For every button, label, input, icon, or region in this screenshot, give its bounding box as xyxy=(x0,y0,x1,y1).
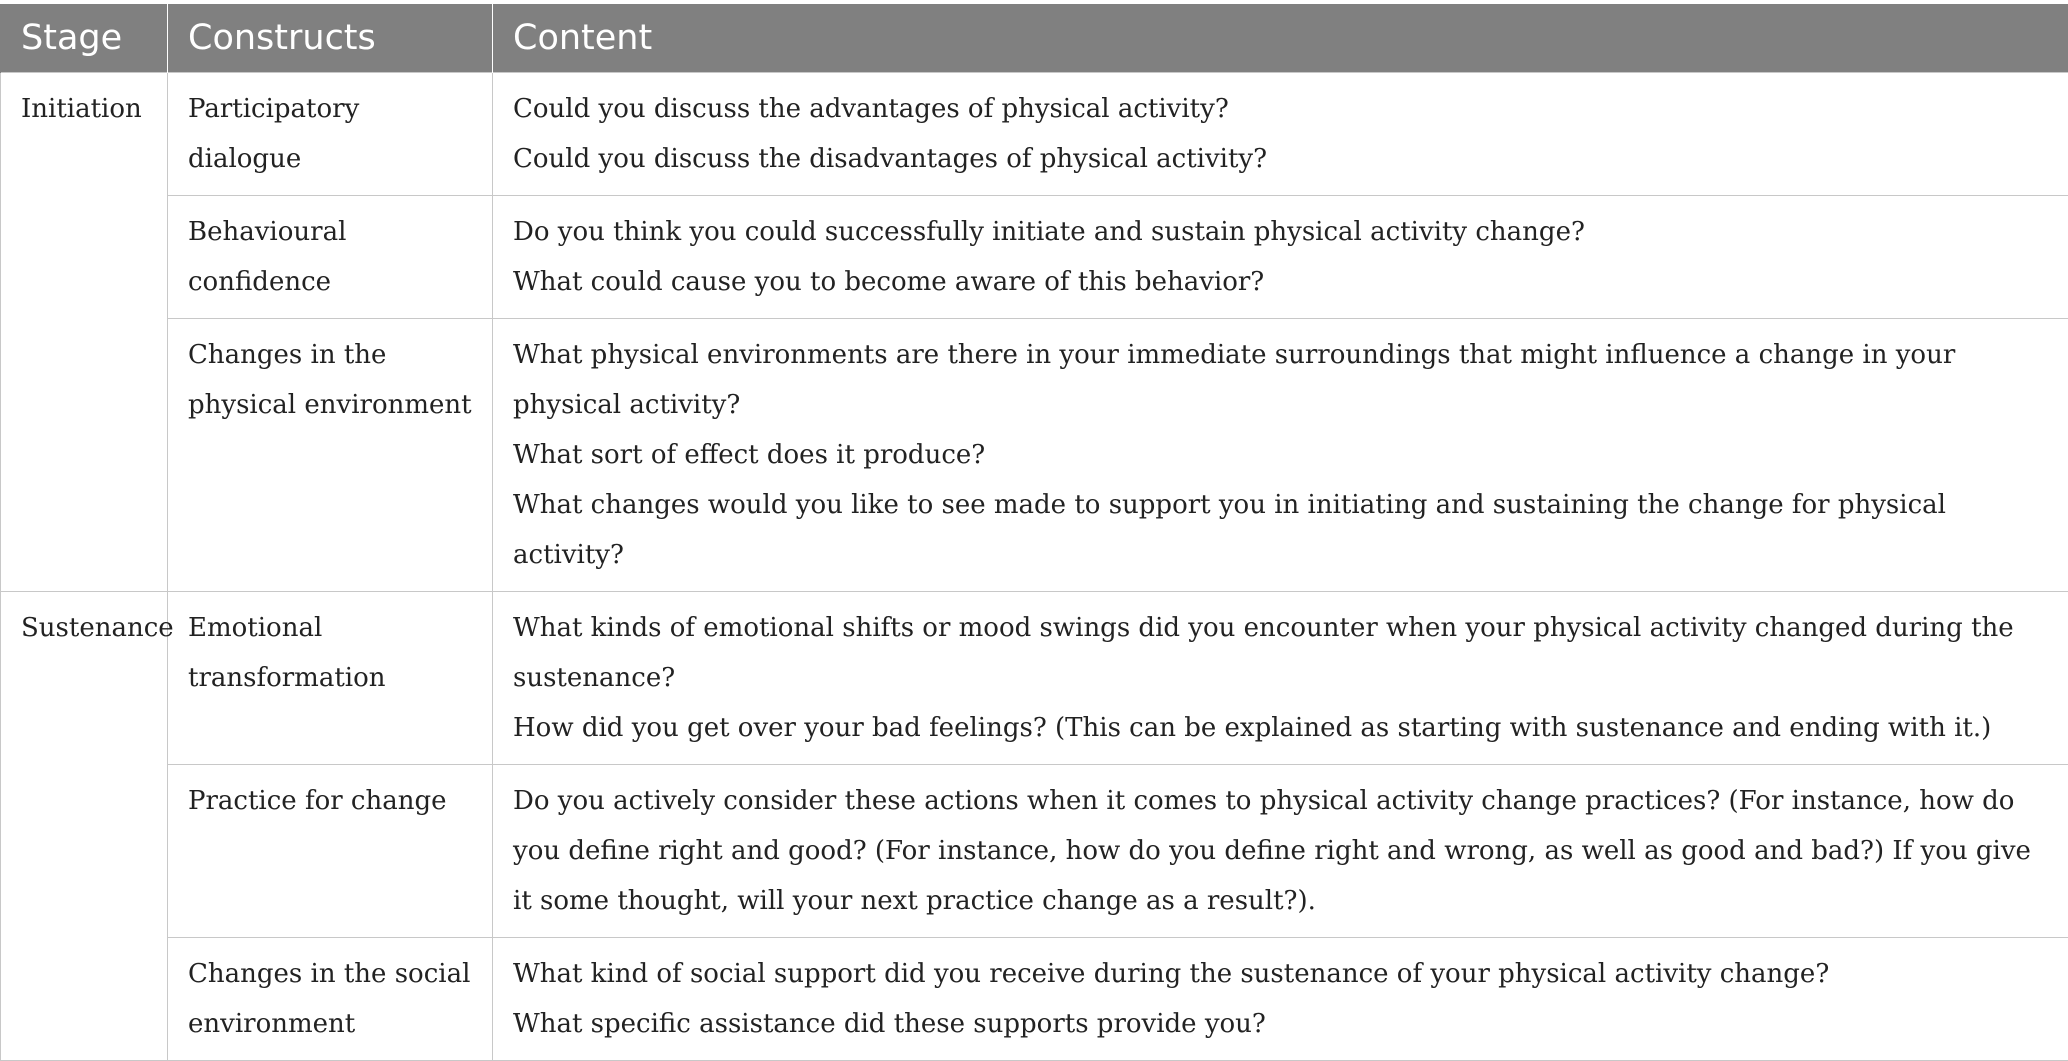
header-stage: Stage xyxy=(1,4,168,72)
content-cell xyxy=(493,591,2068,764)
table-row xyxy=(1,195,2068,318)
content-line: Could you discuss the advantages of physical activity? xyxy=(513,84,2054,134)
construct-cell: Practice for change xyxy=(168,764,493,937)
constructs-table-container xyxy=(0,4,2068,1061)
content-line: What kinds of emotional shifts or mood swings did you encounter when your physical activity changed during the sustenance? xyxy=(513,603,2054,703)
header-constructs: Constructs xyxy=(168,4,493,72)
construct-cell: Participatory dialogue xyxy=(168,72,493,195)
content-line: How did you get over your bad feelings? (This can be explained as starting with sustenance and ending with it.) xyxy=(513,703,2054,753)
content-line: What sort of effect does it produce? xyxy=(513,430,2054,480)
table-row xyxy=(1,591,2068,764)
stage-cell-initiation: Initiation xyxy=(1,72,168,591)
content-line: What physical environments are there in your immediate surroundings that might influence a change in your physical activity? xyxy=(513,330,2054,430)
table-row xyxy=(1,937,2068,1060)
content-cell xyxy=(493,764,2068,937)
content-line: What could cause you to become aware of this behavior? xyxy=(513,257,2054,307)
content-cell xyxy=(493,937,2068,1060)
table-header-row xyxy=(1,4,2068,72)
content-cell xyxy=(493,318,2068,591)
content-cell xyxy=(493,72,2068,195)
content-line: What kind of social support did you receive during the sustenance of your physical activity change? xyxy=(513,949,2054,999)
table-row xyxy=(1,764,2068,937)
construct-cell: Behavioural confidence xyxy=(168,195,493,318)
content-line: Do you think you could successfully initiate and sustain physical activity change? xyxy=(513,207,2054,257)
content-line: What changes would you like to see made to support you in initiating and sustaining the change for physical activity? xyxy=(513,480,2054,580)
table-row xyxy=(1,72,2068,195)
header-content: Content xyxy=(493,4,2068,72)
content-cell xyxy=(493,195,2068,318)
construct-cell: Changes in the physical environment xyxy=(168,318,493,591)
constructs-table xyxy=(0,4,2068,1061)
content-line: What specific assistance did these supports provide you? xyxy=(513,999,2054,1049)
content-line: Do you actively consider these actions when it comes to physical activity change practices? (For instance, how do you define right and good? (For instance, how do you define right and wrong, as well as good and bad?) If you give it some thought, will your next practice change as a result?). xyxy=(513,776,2054,926)
stage-cell-sustenance: Sustenance xyxy=(1,591,168,1060)
content-line: Could you discuss the disadvantages of physical activity? xyxy=(513,134,2054,184)
construct-cell: Changes in the social environment xyxy=(168,937,493,1060)
table-row xyxy=(1,318,2068,591)
construct-cell: Emotional transformation xyxy=(168,591,493,764)
